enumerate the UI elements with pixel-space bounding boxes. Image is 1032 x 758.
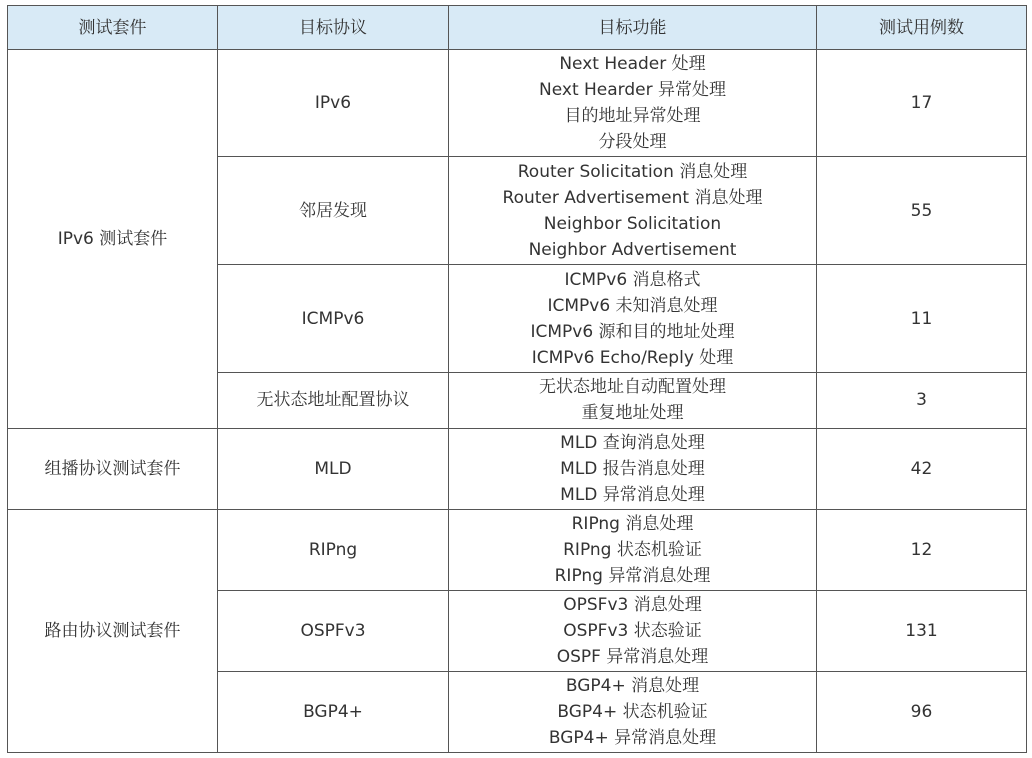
count-cell: 11: [817, 265, 1027, 373]
suite-cell: 路由协议测试套件: [8, 509, 218, 752]
function-item: MLD 查询消息处理: [560, 432, 705, 453]
protocol-cell: OSPFv3: [218, 590, 449, 671]
function-item: RIPng 异常消息处理: [554, 565, 711, 586]
function-item: ICMPv6 源和目的地址处理: [530, 321, 735, 342]
function-item: ICMPv6 消息格式: [564, 269, 701, 290]
table-row: [8, 509, 1027, 590]
count-cell: 12: [817, 509, 1027, 590]
function-item: RIPng 消息处理: [571, 513, 694, 534]
function-item: Next Header 处理: [559, 54, 706, 75]
suite-cell: IPv6 测试套件: [8, 50, 218, 429]
protocol-cell: IPv6: [218, 50, 449, 157]
function-cell: [449, 590, 817, 671]
function-item: RIPng 状态机验证: [563, 539, 702, 560]
function-item: OSPFv3 状态验证: [563, 620, 702, 641]
protocol-cell: 无状态地址配置协议: [218, 373, 449, 428]
table-body: [8, 50, 1027, 753]
table-row: [8, 428, 1027, 509]
table-row: [8, 50, 1027, 157]
count-cell: 55: [817, 157, 1027, 265]
function-item: ICMPv6 Echo/Reply 处理: [531, 347, 734, 368]
test-suite-table: [7, 5, 1027, 753]
function-item: Neighbor Solicitation: [543, 213, 722, 234]
count-cell: 42: [817, 428, 1027, 509]
function-item: ICMPv6 未知消息处理: [547, 295, 718, 316]
function-cell: [449, 157, 817, 265]
protocol-cell: RIPng: [218, 509, 449, 590]
function-item: Neighbor Advertisement: [528, 239, 737, 260]
function-item: Next Hearder 异常处理: [539, 80, 726, 101]
function-item: OPSFv3 消息处理: [563, 594, 702, 615]
function-cell: [449, 373, 817, 428]
header-function: 目标功能: [449, 6, 817, 50]
function-item: 无状态地址自动配置处理: [539, 377, 726, 398]
header-row: [8, 6, 1027, 50]
function-item: OSPF 异常消息处理: [556, 646, 709, 667]
count-cell: 131: [817, 590, 1027, 671]
function-item: BGP4+ 异常消息处理: [548, 727, 717, 748]
function-item: MLD 报告消息处理: [560, 458, 705, 479]
function-cell: [449, 265, 817, 373]
protocol-cell: MLD: [218, 428, 449, 509]
function-item: 分段处理: [598, 132, 667, 153]
count-cell: 96: [817, 671, 1027, 752]
function-cell: [449, 50, 817, 157]
header-protocol: 目标协议: [218, 6, 449, 50]
function-item: MLD 异常消息处理: [560, 484, 705, 505]
header-count: 测试用例数: [817, 6, 1027, 50]
function-item: BGP4+ 消息处理: [565, 675, 700, 696]
function-item: Router Advertisement 消息处理: [502, 187, 763, 208]
count-cell: 3: [817, 373, 1027, 428]
function-cell: [449, 671, 817, 752]
function-cell: [449, 509, 817, 590]
function-item: BGP4+ 状态机验证: [557, 701, 708, 722]
protocol-cell: ICMPv6: [218, 265, 449, 373]
function-item: 重复地址处理: [581, 403, 684, 424]
suite-cell: 组播协议测试套件: [8, 428, 218, 509]
function-item: 目的地址异常处理: [564, 106, 701, 127]
function-cell: [449, 428, 817, 509]
function-item: Router Solicitation 消息处理: [517, 161, 748, 182]
protocol-cell: 邻居发现: [218, 157, 449, 265]
header-suite: 测试套件: [8, 6, 218, 50]
count-cell: 17: [817, 50, 1027, 157]
protocol-cell: BGP4+: [218, 671, 449, 752]
